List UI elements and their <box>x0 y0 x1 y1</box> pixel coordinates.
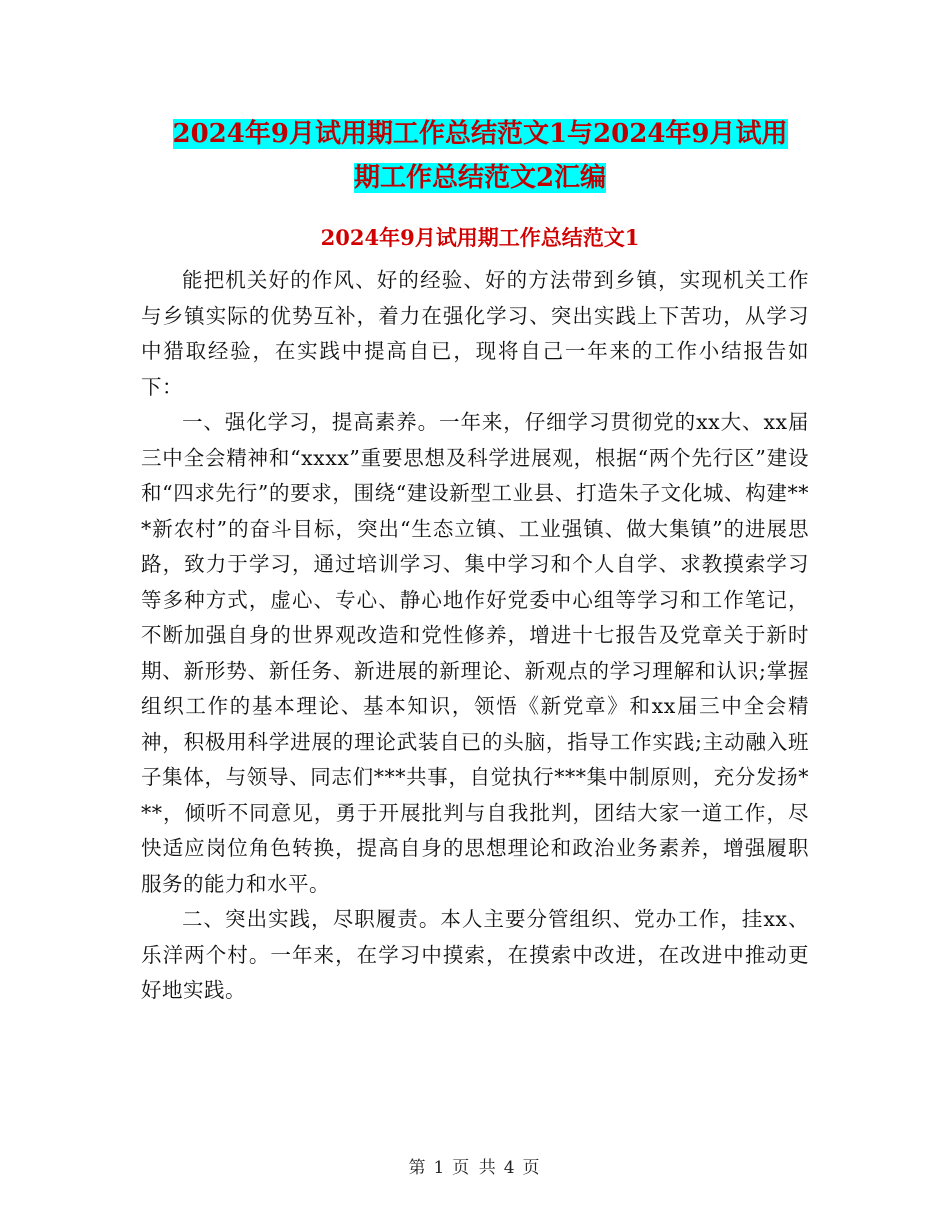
document-title <box>140 112 820 200</box>
document-title-line-2: 期工作总结范文2汇编 <box>353 163 607 193</box>
footer-middle: 页 共 <box>452 1158 498 1178</box>
footer-page-current: 1 <box>433 1158 447 1178</box>
body-paragraph-study: 一、强化学习，提高素养。一年来，仔细学习贯彻党的xx大、xx届三中全会精神和“xxxx”重要思想及科学进展观，根据“两个先行区”建设和“四求先行”的要求，围绕“建设新型工业县、打造朱子文化城、构建***新农村”的奋斗目标，突出“生态立镇、工业强镇、做大集镇”的进展思路，致力于学习，通过培训学习、集中学习和个人自学、求教摸索学习等多种方式，虚心、专心、静心地作好党委中心组等学习和工作笔记，不断加强自身的世界观改造和党性修养，增进十七报告及党章关于新时期、新形势、新任务、新进展的新理论、新观点的学习理解和认识;掌握组织工作的基本理论、基本知识，领悟《新党章》和xx届三中全会精神，积极用科学进展的理论武装自已的头脑，指导工作实践;主动融入班子集体，与领导、同志们***共事，自觉执行***集中制原则，充分发扬***，倾听不同意见，勇于开展批判与自我批判，团结大家一道工作，尽快适应岗位角色转换，提高自身的思想理论和政治业务素养，增强履职服务的能力和水平。 <box>141 410 809 896</box>
footer-prefix: 第 <box>408 1158 428 1178</box>
footer-suffix: 页 <box>522 1158 542 1178</box>
body-paragraph-practice: 二、突出实践，尽职履责。本人主要分管组织、党办工作，挂xx、乐洋两个村。一年来，在学习中摸索，在摸索中改进，在改进中推动更好地实践。 <box>141 907 809 1002</box>
document-title-line-1: 2024年9月试用期工作总结范文1与2024年9月试用 <box>172 119 788 149</box>
body-paragraph-intro: 能把机关好的作风、好的经验、好的方法带到乡镇，实现机关工作与乡镇实际的优势互补，着力在强化学习、突出实践上下苦功，从学习中猎取经验，在实践中提高自已，现将自己一年来的工作小结报告如下： <box>141 268 809 399</box>
document-body <box>141 263 809 1009</box>
page-footer <box>0 1158 950 1178</box>
footer-page-total: 4 <box>503 1158 517 1178</box>
section-title: 2024年9月试用期工作总结范文1 <box>320 225 640 250</box>
